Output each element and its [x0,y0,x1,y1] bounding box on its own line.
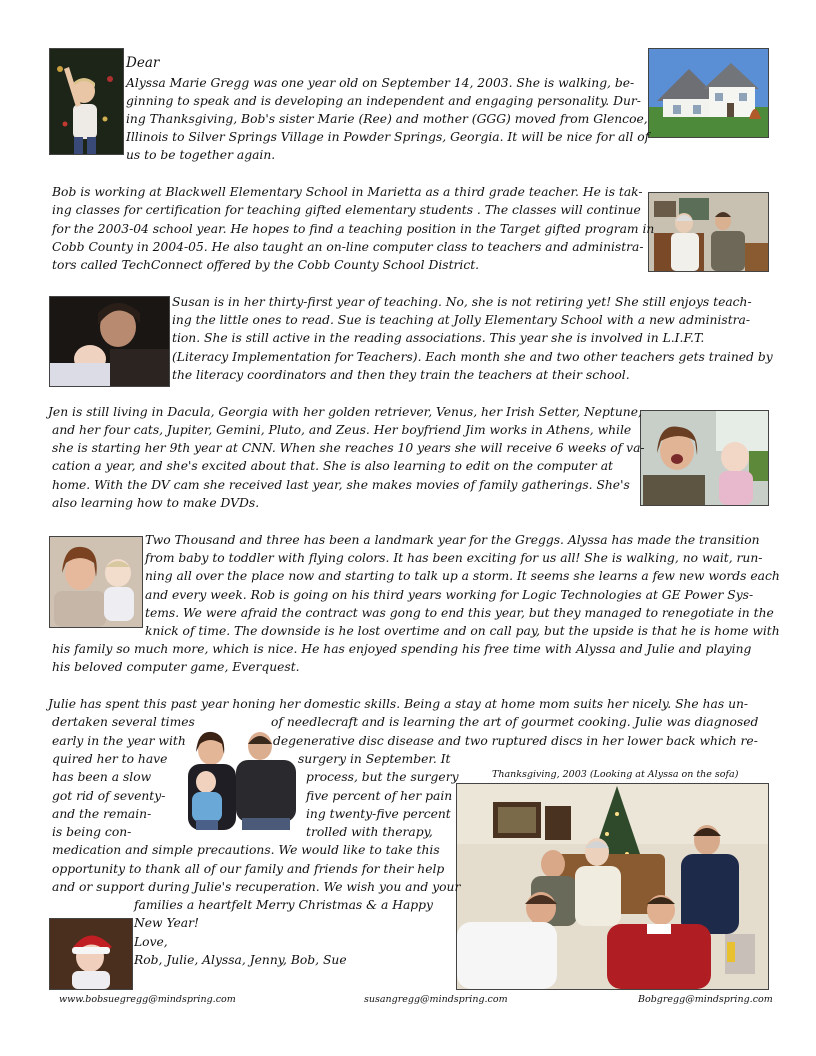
text-line: medication and simple precautions. We would like to take this [52,843,440,857]
text-line: ing the little ones to read. Sue is teaching at Jolly Elementary School with a new administra- [172,313,751,327]
text-line: from baby to toddler with flying colors. It has been exciting for us all! She is walking, no wait, run- [145,551,763,565]
text-line: ing twenty-five percent [306,807,451,821]
text-line: for the 2003-04 school year. He hopes to find a teaching position in the Target gifted program in [52,222,655,236]
text-line: New Year! [134,916,199,930]
text-line: tems. We were afraid the contract was gong to end this year, but they managed to renegotiate in the [145,606,774,620]
text-line: ing Thanksgiving, Bob's sister Marie (Ree) and mother (GGG) moved from Glencoe, [126,112,648,126]
text-line: surgery in September. It [298,752,451,766]
text-line: Alyssa Marie Gregg was one year old on September 14, 2003. She is walking, be- [126,76,635,90]
photo-caption: Thanksgiving, 2003 (Looking at Alyssa on the sofa) [492,769,739,780]
text-line: and or support during Julie's recuperation. We wish you and your [52,880,461,894]
text-line: and the remain- [52,807,152,821]
closing-signature: Rob, Julie, Alyssa, Jenny, Bob, Sue [134,953,347,967]
text-line: five percent of her pain [306,789,453,803]
text-line: trolled with therapy, [306,825,433,839]
footer-email-left[interactable]: www.bobsuegregg@mindspring.com [59,994,236,1005]
text-line: got rid of seventy- [52,789,166,803]
text-line: cation a year, and she's excited about that. She is also learning to edit on the computer at [52,459,613,473]
text-line: Cobb County in 2004-05. He also taught an on-line computer class to teachers and administra- [52,240,644,254]
text-line: she is starting her 9th year at CNN. When she reaches 10 years she will receive 6 weeks of va- [52,441,645,455]
text-line: has been a slow [52,770,152,784]
text-line: process, but the surgery [306,770,459,784]
text-line: Jen is still living in Dacula, Georgia with her golden retriever, Venus, her Irish Setter, Neptune, [48,405,642,419]
text-line: ning all over the place now and starting to talk up a storm. It seems she learns a few new words each [145,569,780,583]
text-line: tion. She is still active in the reading associations. This year she is involved in L.I.F.T. [172,331,705,345]
text-line: quired her to have [52,752,168,766]
text-line: and her four cats, Jupiter, Gemini, Pluto, and Zeus. Her boyfriend Jim works in Athens, while [52,423,632,437]
text-line: dertaken several times [52,715,195,729]
alyssa-santa-hat-photo [49,918,133,990]
julie-with-alyssa-photo [49,536,143,628]
text-line: the literacy coordinators and then they train the teachers at their school. [172,368,630,382]
greeting: Dear [126,55,160,71]
text-line: Susan is in her thirty-first year of teaching. No, she is not retiring yet! She still enjoys teach- [172,295,752,309]
jen-with-baby-photo [640,410,769,506]
text-line: home. With the DV cam she received last year, she makes movies of family gatherings. She's [52,478,630,492]
text-line: Two Thousand and three has been a landmark year for the Greggs. Alyssa has made the transition [145,533,760,547]
closing-love: Love, [134,935,168,949]
text-line: Julie has spent this past year honing her domestic skills. Being a stay at home mom suits her nicely. She has un- [48,697,749,711]
text-line: opportunity to thank all of our family and friends for their help [52,862,445,876]
text-line: early in the year with [52,734,186,748]
house-photo [648,48,769,138]
text-line: is being con- [52,825,132,839]
text-line: ginning to speak and is developing an independent and engaging personality. Dur- [126,94,641,108]
text-line: and every week. Rob is going on his third years working for Logic Technologies at GE Power Sys- [145,588,754,602]
text-line: (Literacy Implementation for Teachers). Each month she and two other teachers gets trained by [172,350,773,364]
text-line: tors called TechConnect offered by the Cobb County School District. [52,258,480,272]
text-line: Illinois to Silver Springs Village in Powder Springs, Georgia. It will be nice for all of [126,130,650,144]
text-line: his beloved computer game, Everquest. [52,660,300,674]
text-line: us to be together again. [126,148,276,162]
text-line: families a heartfelt Merry Christmas & a Happy [134,898,433,912]
footer-email-right[interactable]: Bobgregg@mindspring.com [638,994,773,1005]
text-line: of needlecraft and is learning the art of gourmet cooking. Julie was diagnosed [271,715,759,729]
footer-email-center[interactable]: susangregg@mindspring.com [364,994,508,1005]
thanksgiving-family-photo [456,783,769,990]
text-line: degenerative disc disease and two ruptured discs in her lower back which re- [273,734,758,748]
text-line: Bob is working at Blackwell Elementary School in Marietta as a third grade teacher. He is tak- [52,185,643,199]
susan-with-baby-photo [49,296,170,387]
alyssa-christmas-photo [49,48,124,155]
bob-and-mother-photo [648,192,769,272]
text-line: his family so much more, which is nice. He has enjoyed spending his free time with Alyssa and Julie and playing [52,642,752,656]
text-line: ing classes for certification for teaching gifted elementary students . The classes will continue [52,203,641,217]
text-line: knick of time. The downside is he lost overtime and on call pay, but the upside is that he is home with [145,624,780,638]
text-line: also learning how to make DVDs. [52,496,260,510]
